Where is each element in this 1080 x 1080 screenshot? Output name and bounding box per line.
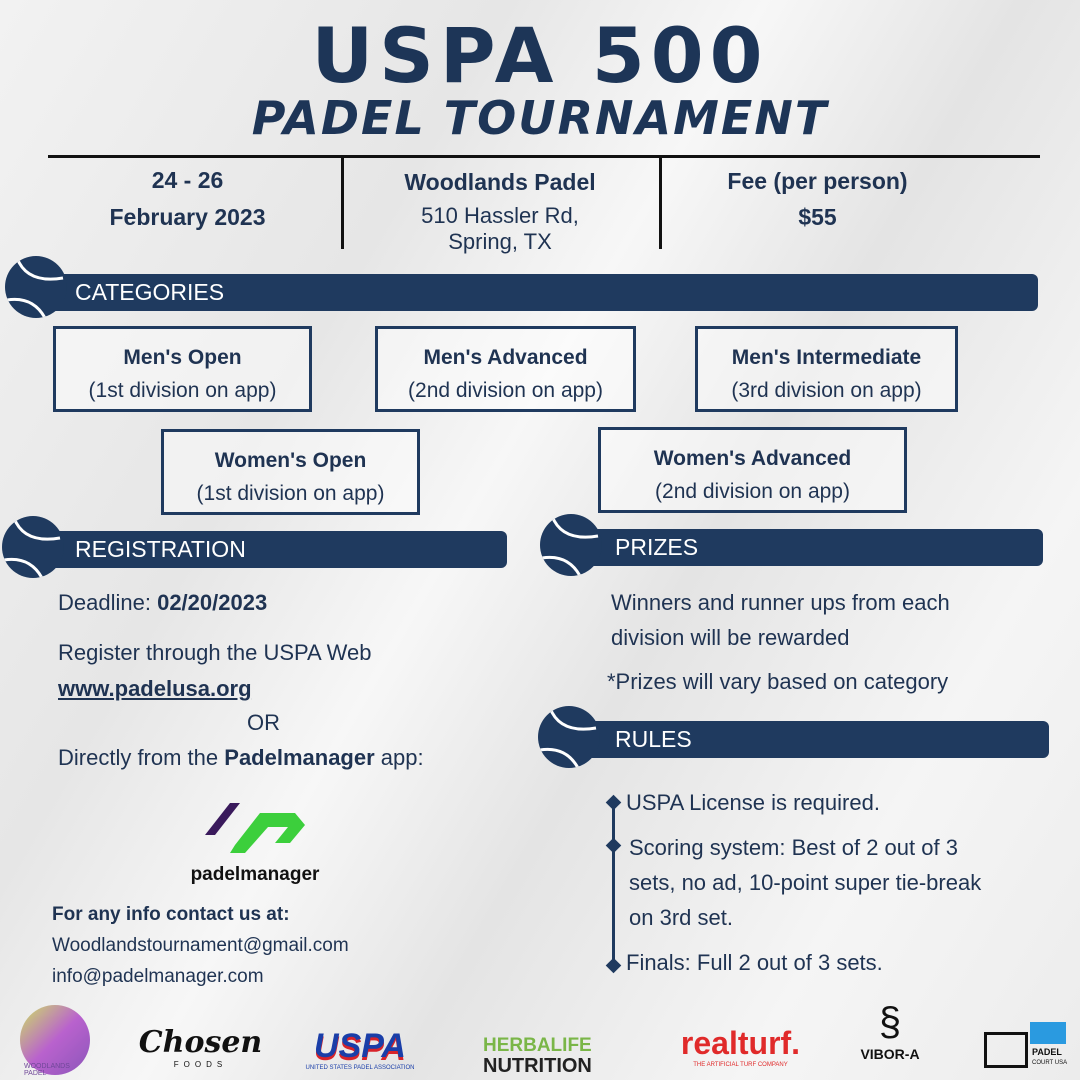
divider xyxy=(341,157,344,249)
deadline xyxy=(58,590,267,616)
uspa-subtext: UNITED STATES PADEL ASSOCIATION xyxy=(305,1065,415,1071)
address-line-1: 510 Hassler Rd, xyxy=(421,203,579,228)
category-division: (2nd division on app) xyxy=(408,379,603,402)
padel-text: PADEL xyxy=(1032,1047,1062,1057)
address-line-2: Spring, TX xyxy=(448,229,552,254)
deadline-label: Deadline: xyxy=(58,590,158,615)
chosen-text: Chosen xyxy=(138,1025,263,1060)
category-division: (1st division on app) xyxy=(88,379,277,402)
bullet-icon xyxy=(606,958,622,974)
fee: $55 xyxy=(798,204,837,230)
category-mens-open xyxy=(53,326,312,412)
herbalife-text: HERBALIFE xyxy=(483,1035,592,1056)
category-womens-advanced xyxy=(598,427,907,513)
bullet-icon xyxy=(606,795,622,811)
category-name: Men's Advanced xyxy=(423,346,588,369)
rule-item: on 3rd set. xyxy=(629,905,733,930)
padel-ball-icon xyxy=(2,516,64,578)
uspa-text: USPA xyxy=(314,1027,406,1065)
court-icon xyxy=(984,1032,1028,1068)
category-division: (1st division on app) xyxy=(196,482,385,505)
category-name: Men's Intermediate xyxy=(731,346,922,369)
subtitle: PADEL TOURNAMENT xyxy=(251,91,829,145)
category-womens-open xyxy=(161,429,420,515)
contact-email[interactable]: Woodlandstournament@gmail.com xyxy=(52,935,349,956)
chosen-foods-logo xyxy=(133,1026,268,1070)
title: USPA 500 xyxy=(311,11,769,100)
realturf-subtext: THE ARTIFICIAL TURF COMPANY xyxy=(693,1062,788,1068)
rules-header: RULES xyxy=(570,721,1049,758)
register-line: Register through the USPA Web xyxy=(58,640,372,665)
uspa-logo xyxy=(290,1028,430,1072)
category-division: (3rd division on app) xyxy=(731,379,922,402)
realturf-logo xyxy=(668,1025,813,1069)
vibora-logo xyxy=(860,998,920,1063)
rule-item: Scoring system: Best of 2 out of 3 xyxy=(629,835,958,860)
app-line-post: app: xyxy=(374,745,424,770)
woodlands-padel-text: WOODLANDS PADEL xyxy=(24,1063,70,1077)
contact-email[interactable]: info@padelmanager.com xyxy=(52,966,264,987)
registration-header: REGISTRATION xyxy=(30,531,507,568)
prizes-header: PRIZES xyxy=(570,529,1043,566)
realturf-text: realturf. xyxy=(680,1025,801,1061)
bullet-icon xyxy=(606,838,622,854)
app-line xyxy=(58,745,424,771)
padelmanager-wordmark: padelmanager xyxy=(190,864,320,885)
snake-icon: § xyxy=(878,1000,902,1044)
padel-ball-icon xyxy=(538,706,600,768)
venue: Woodlands Padel xyxy=(404,169,596,195)
categories-header: CATEGORIES xyxy=(40,274,1038,311)
herbalife-logo xyxy=(483,1036,592,1077)
padel-court-usa-logo xyxy=(982,1022,1068,1072)
prizes-note: *Prizes will vary based on category xyxy=(607,669,949,694)
rule-item: sets, no ad, 10-point super tie-break xyxy=(629,870,982,895)
month: February 2023 xyxy=(109,204,266,230)
dates: 24 - 26 xyxy=(151,167,224,193)
app-line-pre: Directly from the xyxy=(58,745,225,770)
padelmanager-logo xyxy=(180,795,330,885)
divider xyxy=(48,155,1040,158)
or-text: OR xyxy=(247,710,280,735)
rules-timeline xyxy=(612,800,615,966)
prizes-line-2: division will be rewarded xyxy=(611,625,850,650)
category-name: Men's Open xyxy=(123,346,242,369)
contact-title: For any info contact us at: xyxy=(52,904,290,925)
category-mens-advanced xyxy=(375,326,636,412)
app-name: Padelmanager xyxy=(224,745,375,770)
padel-ball-icon xyxy=(540,514,602,576)
court-usa-text: COURT USA xyxy=(1032,1060,1068,1066)
category-name: Women's Open xyxy=(214,449,367,472)
padelmanager-logo-icon xyxy=(180,795,330,855)
category-name: Women's Advanced xyxy=(653,447,852,470)
deadline-date: 02/20/2023 xyxy=(157,590,268,615)
rule-item: Finals: Full 2 out of 3 sets. xyxy=(626,950,883,975)
divider xyxy=(659,157,662,249)
category-mens-intermediate xyxy=(695,326,958,412)
padel-ball-icon xyxy=(5,256,67,318)
fee-label: Fee (per person) xyxy=(727,168,908,194)
uspa-link[interactable]: www.padelusa.org xyxy=(58,676,252,701)
category-division: (2nd division on app) xyxy=(655,480,850,503)
woodlands-padel-logo xyxy=(20,1005,90,1075)
prizes-line-1: Winners and runner ups from each xyxy=(611,590,950,615)
vibora-text: VIBOR-A xyxy=(860,1046,920,1062)
court-flag-icon xyxy=(1030,1022,1066,1044)
rule-item: USPA License is required. xyxy=(626,790,880,815)
nutrition-text: NUTRITION xyxy=(483,1055,592,1077)
foods-text: FOODS xyxy=(173,1060,228,1069)
